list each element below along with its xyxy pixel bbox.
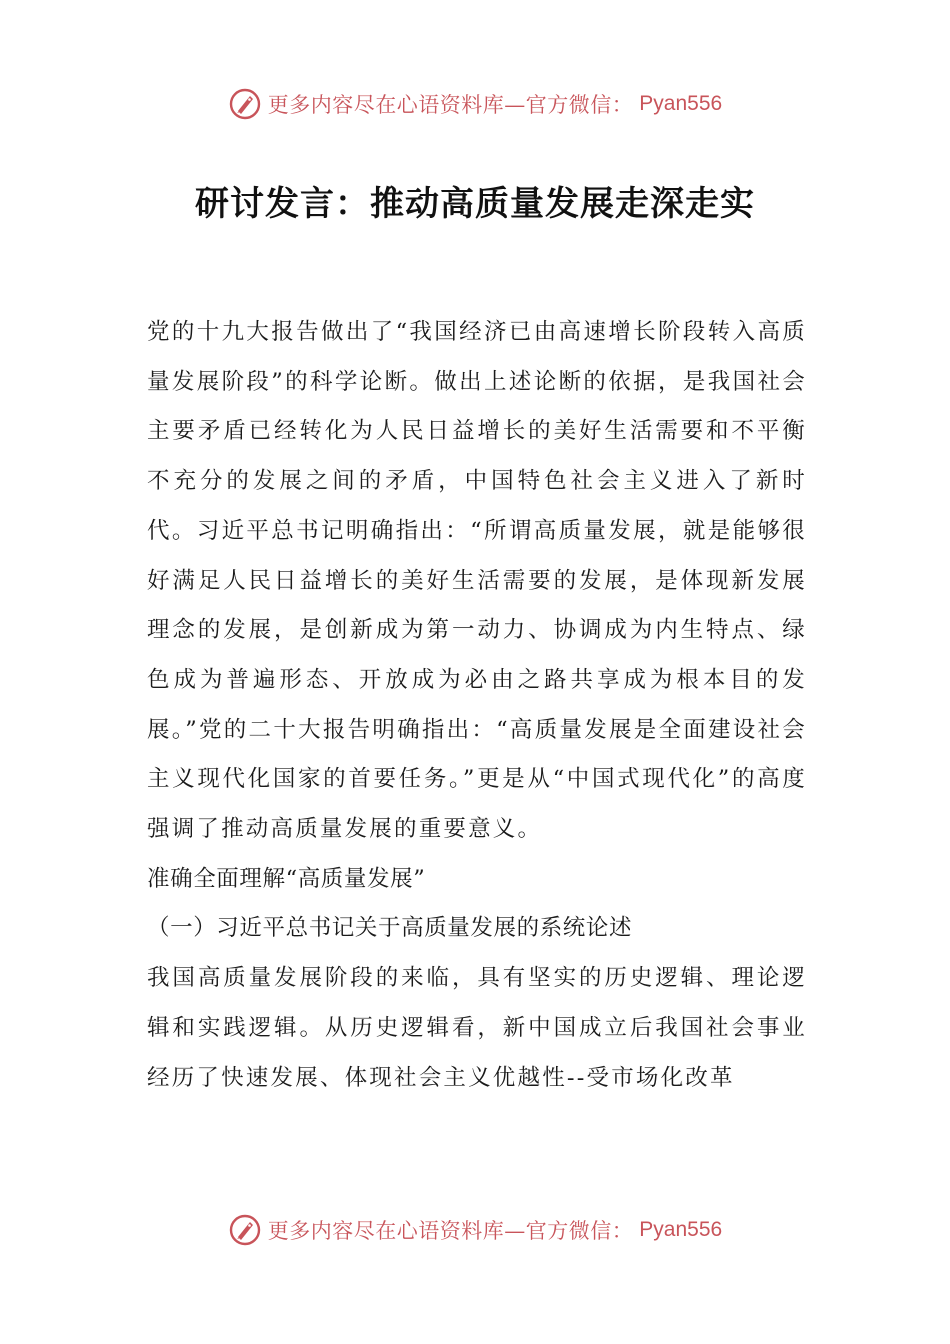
wechat-id: Pyan556 bbox=[639, 92, 723, 115]
pen-nib-logo-icon bbox=[228, 1213, 262, 1247]
header-banner[interactable] bbox=[228, 87, 722, 121]
banner-text: 更多内容尽在心语资料库—官方微信： bbox=[267, 93, 634, 117]
page-footer bbox=[0, 1210, 950, 1250]
banner-text: 更多内容尽在心语资料库—官方微信： bbox=[267, 1219, 634, 1243]
document-body bbox=[147, 308, 807, 1103]
pen-nib-logo-icon bbox=[228, 87, 262, 121]
wechat-id: Pyan556 bbox=[639, 1218, 723, 1241]
section-heading: 准确全面理解“高质量发展” bbox=[147, 865, 426, 892]
subsection-heading: （一）习近平总书记关于高质量发展的系统论述 bbox=[147, 915, 633, 942]
paragraph-logic: 我国高质量发展阶段的来临，具有坚实的历史逻辑、理论逻辑和实践逻辑。从历史逻辑看，新中国成立后我国社会事业经历了快速发展、体现社会主义优越性--受市场化改革 bbox=[147, 965, 807, 1091]
footer-banner[interactable] bbox=[228, 1213, 722, 1247]
page-header bbox=[0, 84, 950, 124]
paragraph-intro: 党的十九大报告做出了“我国经济已由高速增长阶段转入高质量发展阶段”的科学论断。做出上述论断的依据，是我国社会主要矛盾已经转化为人民日益增长的美好生活需要和不平衡不充分的发展之间的矛盾，中国特色社会主义进入了新时代。习近平总书记明确指出：“所谓高质量发展，就是能够很好满足人民日益增长的美好生活需要的发展，是体现新发展理念的发展，是创新成为第一动力、协调成为内生特点、绿色成为普遍形态、开放成为必由之路共享成为根本目的发展。”党的二十大报告明确指出：“高质量发展是全面建设社会主义现代化国家的首要任务。”更是从“中国式现代化”的高度强调了推动高质量发展的重要意义。 bbox=[147, 319, 807, 843]
document-title: 研讨发言：推动高质量发展走深走实 bbox=[195, 184, 755, 224]
